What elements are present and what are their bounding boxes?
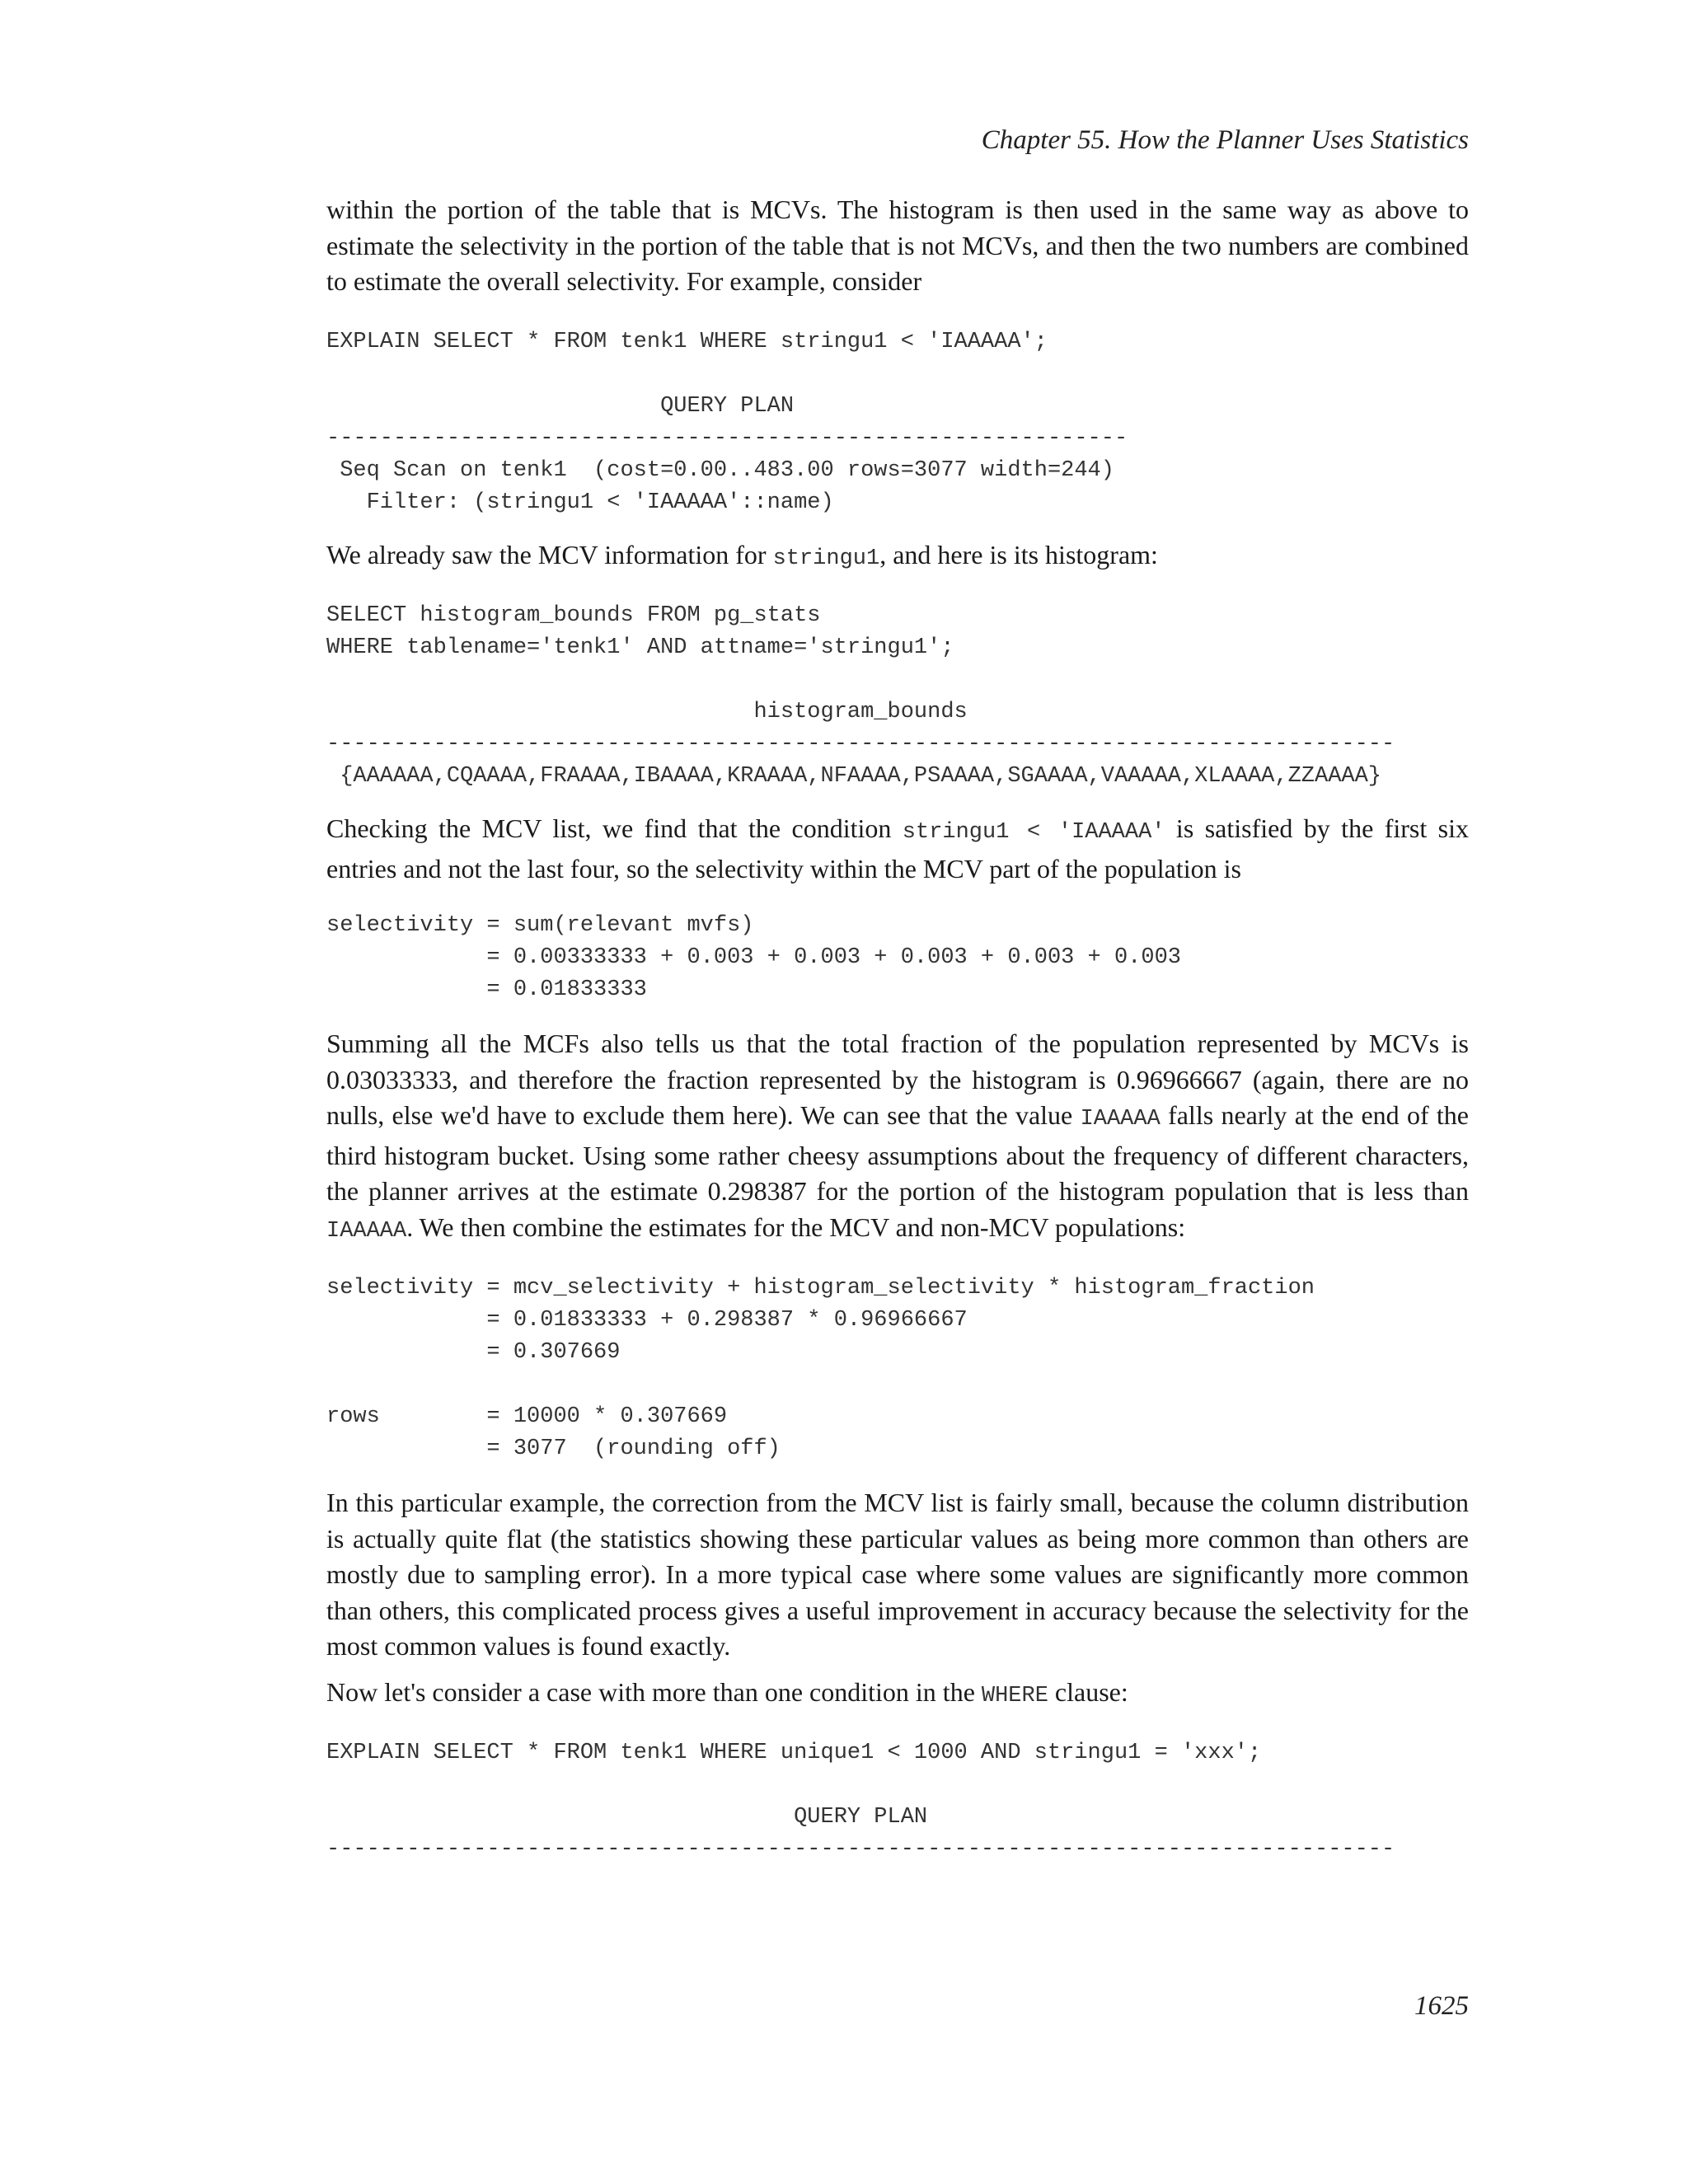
text: Summing all the MCFs also tells us that the total fraction of the population represented by MCVs is 0.03033333, and therefore the fraction represented by the histogram is 0.96966667 (again, there are no nulls, else we'd have to exclude them here). We can see that the value xyxy=(326,1029,1469,1130)
paragraph-multiple-conditions xyxy=(326,1675,1469,1715)
paragraph-mcv-check xyxy=(326,811,1469,887)
page-number: 1625 xyxy=(1414,1991,1469,2021)
paragraph-histogram-intro: within the portion of the table that is MCVs. The histogram is then used in the same way as above to estimate the selectivity in the portion of the table that is not MCVs, and then the two numbers are combined to estimate the overall selectivity. For example, consider xyxy=(326,194,1469,296)
text: , and here is its histogram: xyxy=(879,539,1158,569)
code-selectivity-combined: selectivity = mcv_selectivity + histogram_selectivity * histogram_fraction = 0.01833333 + 0.298387 * 0.96966667 = 0.307669 rows = 10000 * 0.307669 = 3077 (rounding off) xyxy=(326,1276,1315,1461)
text: is satisfied by the first six entries and not the last four, so the selectivity within the MCV part of the population is xyxy=(326,813,1469,883)
text: We already saw the MCV information for xyxy=(326,539,773,569)
paragraph-correction: In this particular example, the correction from the MCV list is fairly small, because the column distribution is actually quite flat (the statistics showing these particular values as being more common than others are mostly due to sampling error). In a more typical case where some values are significantly more common than others, this complicated process gives a useful improvement in accuracy because the selectivity for the most common values is found exactly. xyxy=(326,1488,1469,1661)
code-histogram-bounds: SELECT histogram_bounds FROM pg_stats WHERE tablename='tenk1' AND attname='stringu1'; histogram_bounds -------------------------------------------------------------------------------- {AAAAAA,CQAAAA,FRAAAA,IBAAAA,KRAAAA,NFAAAA,PSAAAA,SGAAAA,VAAAAA,XLAAAA,ZZAAAA} xyxy=(326,603,1395,789)
chapter-header: Chapter 55. How the Planner Uses Statistics xyxy=(981,125,1469,155)
code-explain-query-1: EXPLAIN SELECT * FROM tenk1 WHERE stringu1 < 'IAAAAA'; QUERY PLAN ------------------------------------------------------------ Seq Scan on tenk1 (cost=0.00..483.00 rows=3077 width=244) Filter: (stringu1 < 'IAAAAA'::name) xyxy=(326,329,1128,515)
code-selectivity-sum: selectivity = sum(relevant mvfs) = 0.00333333 + 0.003 + 0.003 + 0.003 + 0.003 + 0.003 = 0.01833333 xyxy=(326,913,1181,1002)
text: falls nearly at the end of the third histogram bucket. Using some rather cheesy assumptions about the frequency of different characters, the planner arrives at the estimate 0.298387 for the portion of the histogram population that is less than xyxy=(326,1100,1470,1206)
inline-code: stringu1 < 'IAAAAA' xyxy=(902,820,1165,845)
inline-code: IAAAAA xyxy=(326,1218,407,1244)
text: . We then combine the estimates for the MCV and non-MCV populations: xyxy=(406,1212,1186,1242)
inline-code: stringu1 xyxy=(772,546,880,571)
inline-code: WHERE xyxy=(981,1683,1048,1708)
paragraph-mcf-summary xyxy=(326,1026,1469,1249)
code-explain-query-2: EXPLAIN SELECT * FROM tenk1 WHERE unique1 < 1000 AND stringu1 = 'xxx'; QUERY PLAN -------------------------------------------------------------------------------- xyxy=(326,1741,1395,1862)
text: Now let's consider a case with more than one condition in the xyxy=(326,1676,982,1707)
text: clause: xyxy=(1048,1676,1128,1707)
inline-code: IAAAAA xyxy=(1080,1107,1160,1132)
paragraph-mcv-info xyxy=(326,537,1469,578)
text: Checking the MCV list, we find that the condition xyxy=(326,813,903,843)
page-content xyxy=(326,192,1469,1866)
